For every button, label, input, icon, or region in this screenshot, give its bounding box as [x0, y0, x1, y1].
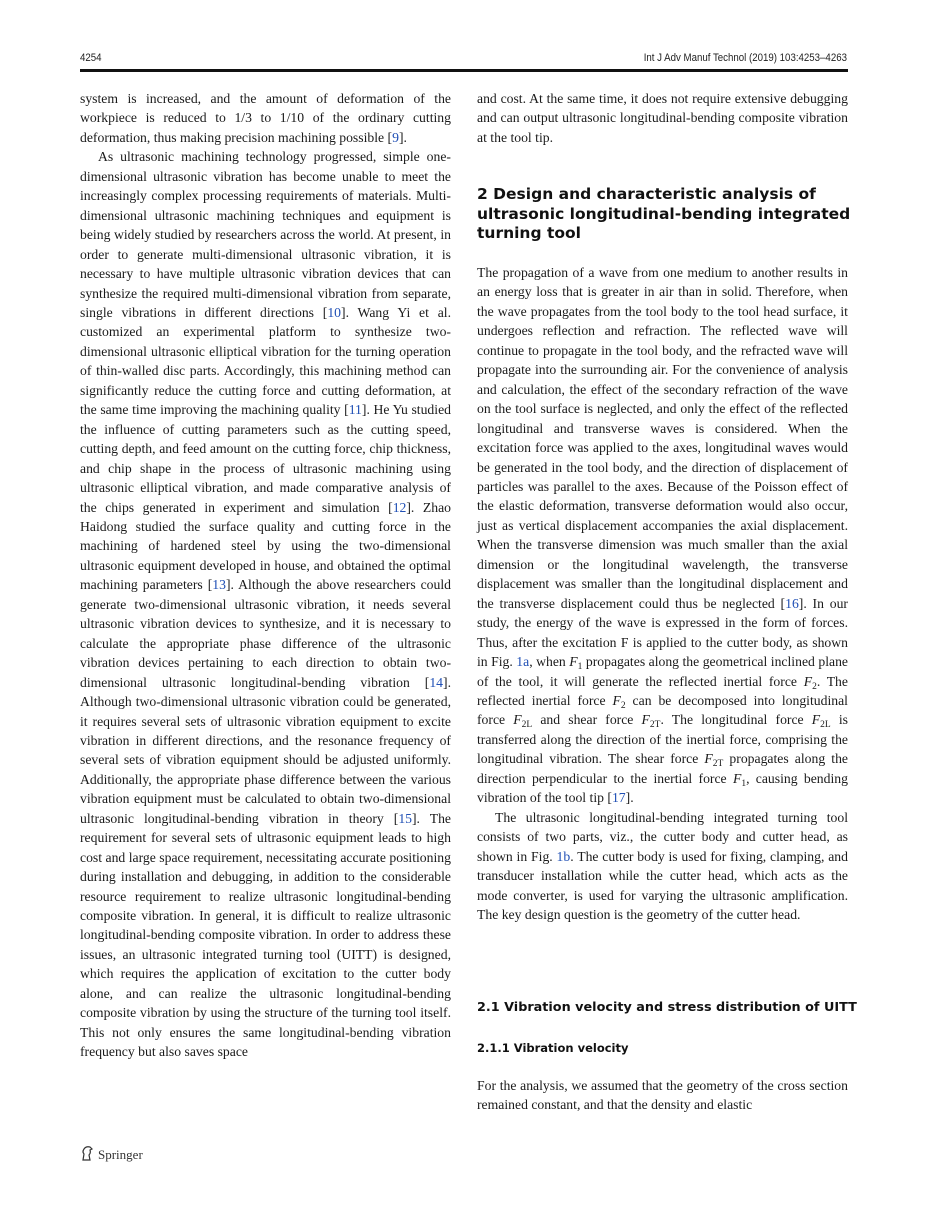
citation-link[interactable]: 16: [785, 595, 799, 611]
right-column-intro: [477, 89, 848, 147]
paragraph: The propagation of a wave from one medium to another results in an energy loss that is greater in air than in solid. Therefore, when the wave propagates from the tool body to the tool head surface, it undergoes reflection and refraction. The reflected wave will continue to propagate in the tool body, and the refracted wave will propagate into the surrounding air. For the convenience of analysis and calculation, the effect of the secondary refraction of the wave on the tool surface is neglected, and only the effect of the reflected longitudinal and transverse waves is considered. When the excitation force was applied to the axes, longitudinal waves would be generated in the tool body, and the direction of displacement of particles was parallel to the axes. Because of the Poisson effect of the elastic deformation, transverse deformation would also occur, just as vertical displacement accompanies the axial displacement. When the transverse dimension was much smaller than the axial dimension or the longitudinal wavelength, the transverse displacement was smaller than the longitudinal displacement and the transverse displacement could thus be neglected [16]. In our study, the energy of the wave is expressed in the form of forces. Thus, after the excitation F is applied to the cutter body, as shown in Fig. 1a, when $F_1$ propagates along the geometrical inclined plane of the tool, it will generate the reflected inertial force $F_2$. The reflected inertial force $F_2$ can be decomposed into longitudinal force $F_{2L}$ and shear force $F_{2T}$. The longitudinal force $F_{2L}$ is transferred along the direction of the inertial force, comprising the longitudinal vibration. The shear force $F_{2T}$ propagates along the direction perpendicular to the inertial force $F_1$, causing bending vibration of the tool tip [17].: [477, 265, 848, 806]
right-column-final: [477, 1076, 848, 1115]
citation-link[interactable]: 1b: [556, 848, 571, 864]
header-rule: [80, 69, 848, 72]
citation-link[interactable]: 9: [392, 129, 399, 145]
publisher-name: Springer: [98, 1147, 143, 1162]
left-column: [80, 89, 451, 1062]
subsubsection-heading: 2.1.1 Vibration velocity: [477, 1041, 629, 1055]
journal-reference: Int J Adv Manuf Technol (2019) 103:4253–4263: [643, 52, 847, 64]
springer-horse-logo-icon: [80, 1145, 94, 1165]
paragraph: For the analysis, we assumed that the geometry of the cross section remained constant, and that the density and elastic: [477, 1078, 848, 1113]
citation-link[interactable]: 14: [429, 674, 444, 690]
right-column-body: [477, 263, 848, 924]
math-variable: $F_{2L}$: [811, 712, 831, 731]
citation-link[interactable]: 17: [611, 790, 626, 806]
math-variable: $F_2$: [803, 673, 817, 692]
math-variable: $F_1$: [732, 770, 747, 789]
math-variable: $F_1$: [569, 654, 583, 673]
section-heading: 2 Design and characteristic analysis of ultrasonic longitudinal-bending integrated turning tool: [477, 185, 851, 242]
citation-link[interactable]: 13: [212, 577, 226, 593]
subsection-heading: 2.1 Vibration velocity and stress distribution of UITT: [477, 1000, 857, 1015]
paragraph: and cost. At the same time, it does not require extensive debugging and can output ultrasonic longitudinal-bending composite vibration at the tool tip.: [477, 91, 848, 145]
math-variable: $F_2$: [612, 692, 626, 711]
citation-link[interactable]: 12: [392, 499, 407, 515]
footer: [80, 1145, 143, 1165]
citation-link[interactable]: 11: [348, 402, 362, 418]
math-variable: $F_{2T}$: [704, 751, 724, 770]
citation-link[interactable]: 1a: [516, 654, 530, 670]
paragraph: system is increased, and the amount of deformation of the workpiece is reduced to 1/3 to 1/10 of the ordinary cutting deformation, thus making precision machining possible [9].: [80, 91, 451, 145]
citation-link[interactable]: 15: [398, 810, 412, 826]
page-number: 4254: [80, 52, 102, 64]
paragraph: As ultrasonic machining technology progressed, simple one-dimensional ultrasonic vibration has become unable to meet the increasingly complex processing requirements of materials. Multi-dimensional ultrasonic machining techniques and equipment is being widely studied by researchers across the world. At present, in order to generate multi-dimensional ultrasonic vibration, it is necessary to have multiple ultrasonic vibration devices that can synthesize the required multi-dimensional vibration from separate, single vibrations in different directions [10]. Wang Yi et al. customized an experimental platform to synthesize two-dimensional ultrasonic elliptical vibration for the turning operation of thin-walled disc parts. Accordingly, this machining method can significantly reduce the cutting force and cutting deformation, at the same time improving the machining quality [11]. He Yu studied the influence of cutting parameters such as the cutting speed, cutting depth, and feed amount on the cutting force, chip thickness, and chip shape in the process of ultrasonic machining using ultrasonic elliptical vibration, and made comparative analysis of the chips generated in experiment and simulation [12]. Zhao Haidong studied the surface quality and cutting force in the machining of hardened steel by using the two-dimensional ultrasonic equipment developed in house, and obtained the optimal machining parameters [13]. Although the above researchers could generate two-dimensional ultrasonic vibration, it needs several ultrasonic vibration devices to synthesize, and it is necessary to calculate the appropriate phase difference of the ultrasonic vibration devices pertaining to each direction to obtain two-dimensional ultrasonic longitudinal-bending vibration [14]. Although two-dimensional ultrasonic vibration could be generated, it requires several sets of ultrasonic vibration equipment to excite vibration in different directions, and the resonance frequency of several sets of vibration equipment should be adjusted uniformly. Additionally, the appropriate phase difference between the various vibration equipment must be calculated to obtain two-dimensional ultrasonic longitudinal-bending vibration in theory [15]. The requirement for several sets of ultrasonic equipment leads to high cost and large space requirement, necessitating accurate positioning during installation and debugging, in addition to the considerable resource requirement to realize ultrasonic longitudinal-bending composite vibration. In general, it is difficult to realize ultrasonic longitudinal-bending composite vibration. In order to address these issues, an ultrasonic integrated turning tool (UITT) is designed, which requires the application of excitation to the cutter body alone, and can realize the ultrasonic longitudinal-bending composite vibration by using the structure of the turning tool itself. This not only ensures the same longitudinal-bending vibration frequency but also saves space: [80, 149, 452, 1060]
citation-link[interactable]: 10: [327, 304, 342, 320]
math-variable: $F_{2T}$: [641, 712, 661, 731]
paragraph: The ultrasonic longitudinal-bending integrated turning tool consists of two parts, viz., the cutter body and cutter head, as shown in Fig. 1b. The cutter body is used for fixing, clamping, and transducer installation while the cutter head, which acts as the mode converter, is used for varying the ultrasonic amplification. The key design question is the geometry of the cutter head.: [477, 809, 848, 922]
math-variable: $F_{2L}$: [513, 712, 533, 731]
